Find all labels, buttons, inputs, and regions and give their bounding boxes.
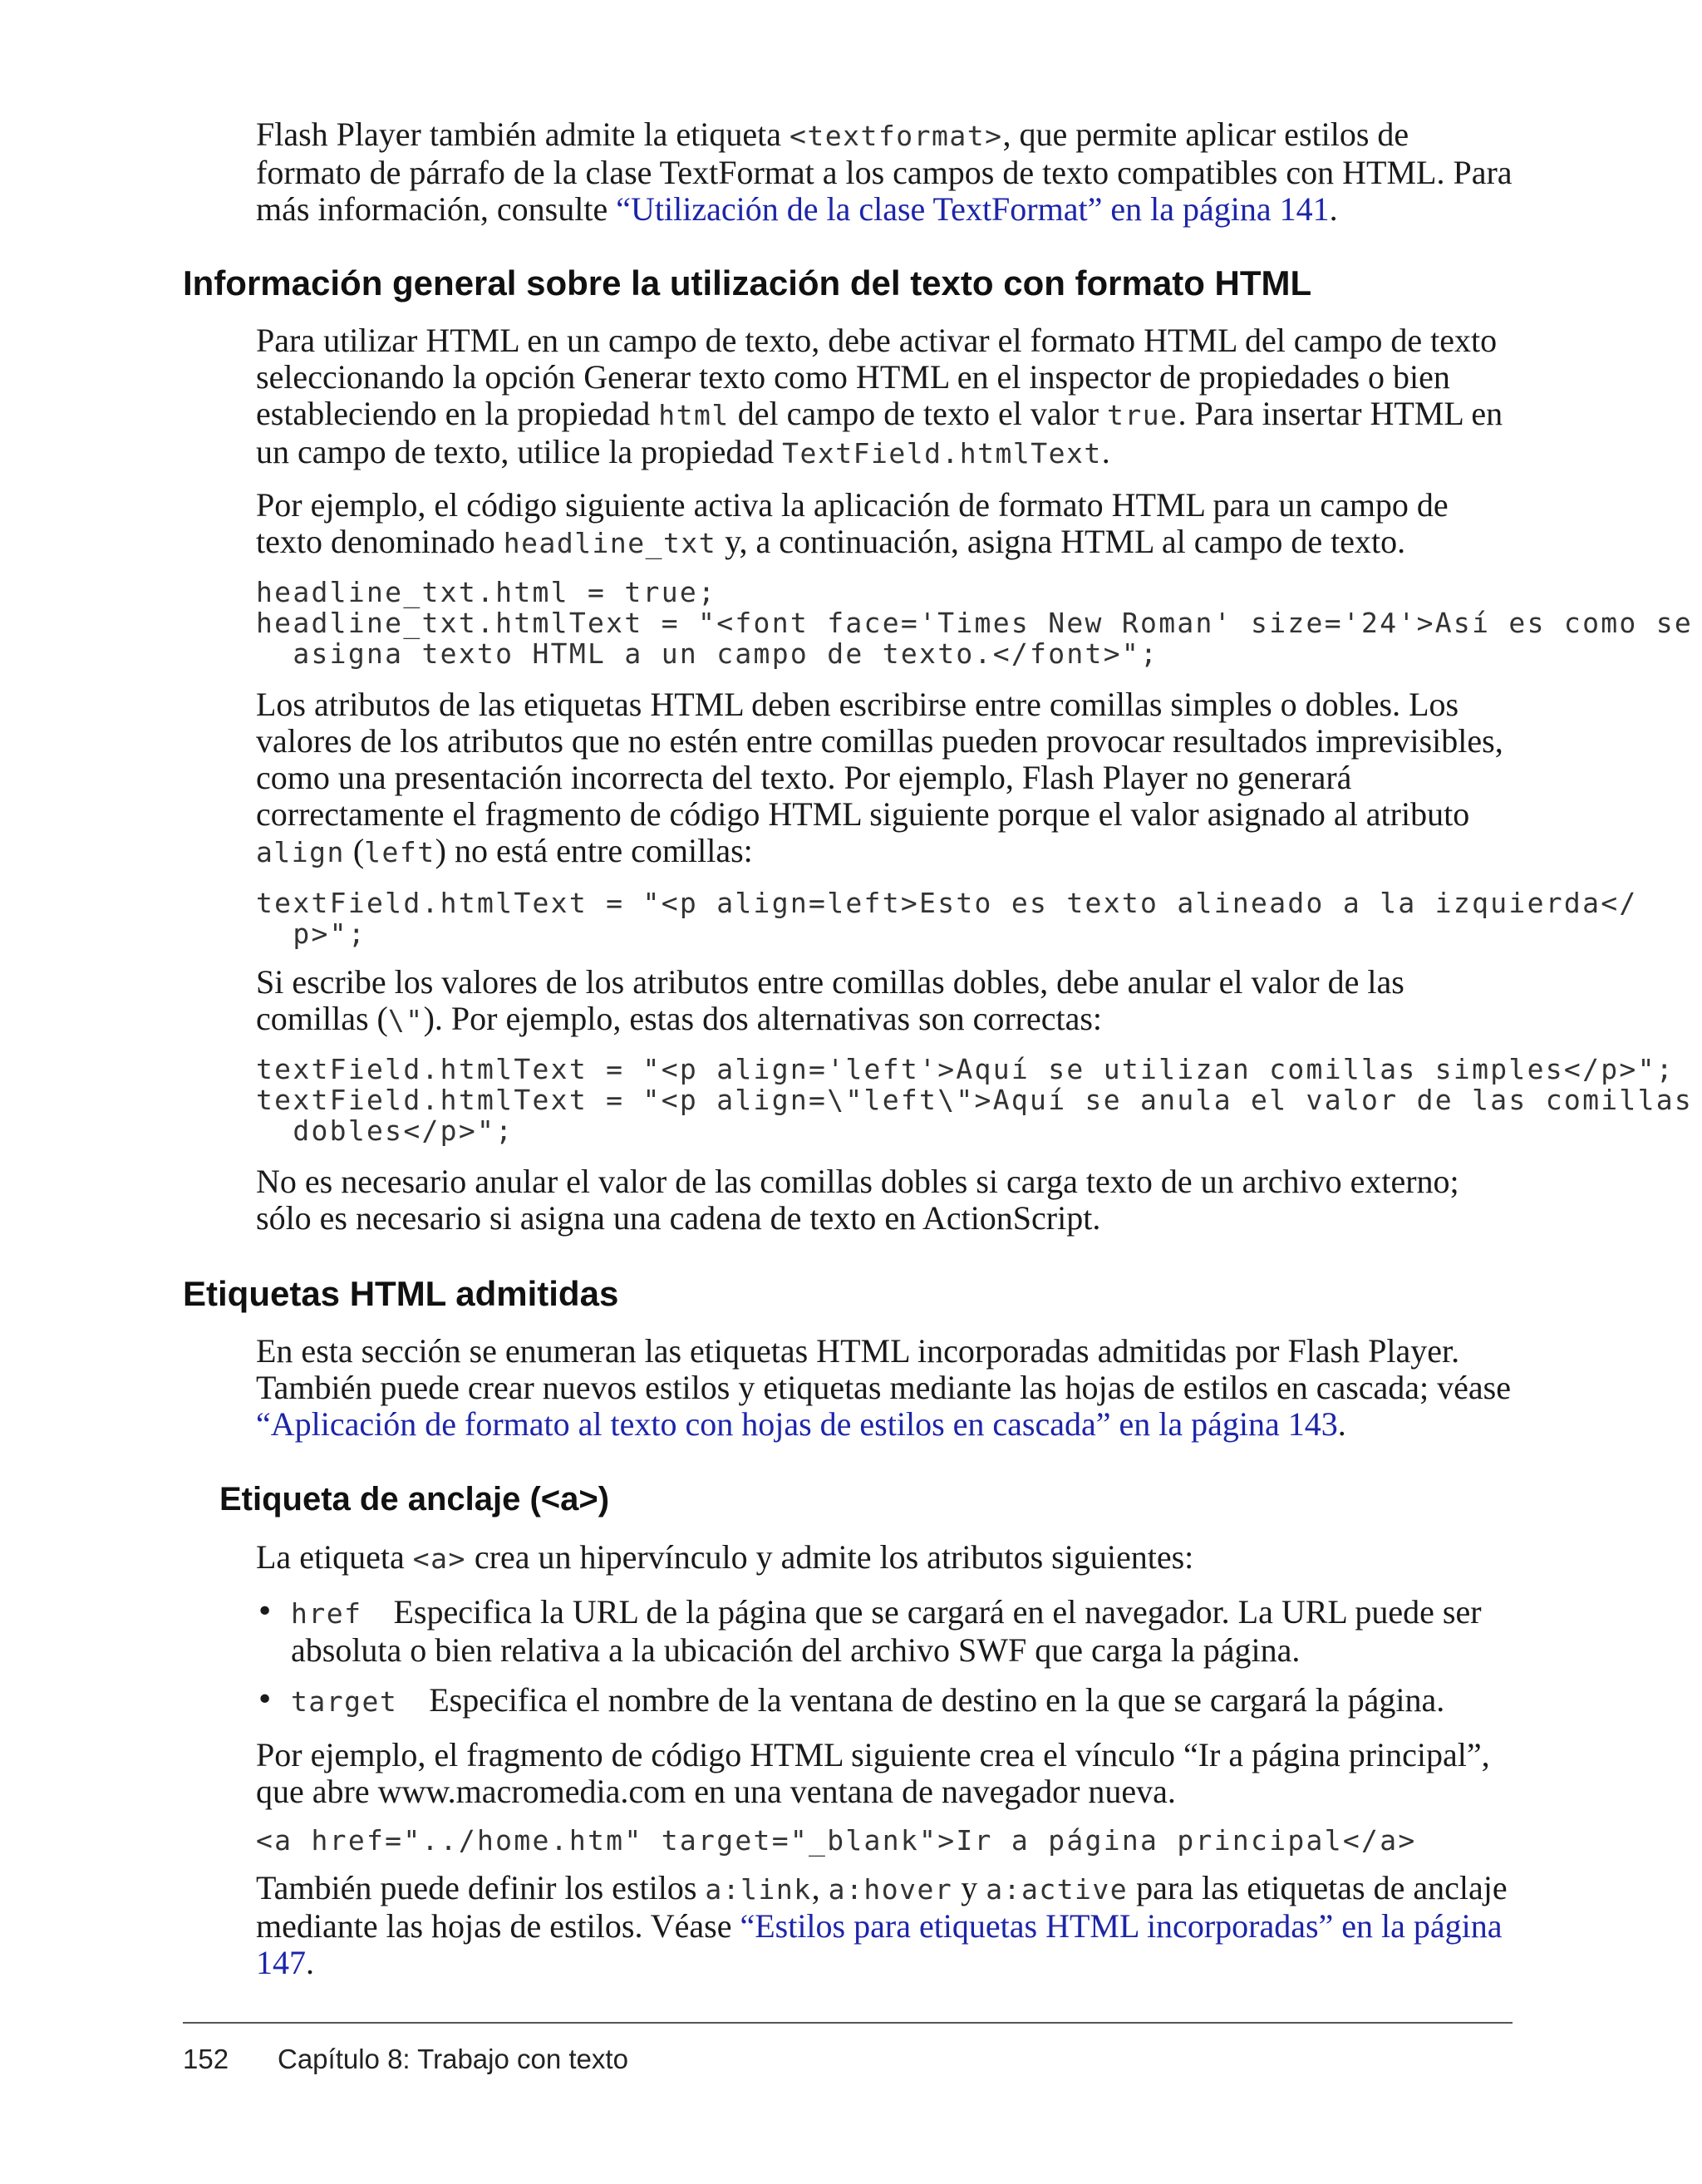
- code-inline: a:active: [986, 1873, 1129, 1906]
- text: Si escribe los valores de los atributos entre comillas dobles, debe anular el valor de las comillas (: [256, 963, 1404, 1037]
- code-inline: \": [387, 1004, 424, 1036]
- code-inline: html: [658, 399, 730, 431]
- paragraph-anchor-styles: [256, 1870, 1519, 1981]
- link-css-formatting[interactable]: “Aplicación de formato al texto con hojas de estilos en cascada” en la página 143: [256, 1405, 1338, 1443]
- text: , que permite aplicar estilos de formato de párrafo de la clase TextFormat a los campos de texto compatibles con HTML. Para más información, consulte: [256, 116, 1513, 228]
- text: (: [344, 832, 365, 869]
- page-number: 152: [183, 2044, 229, 2074]
- text: ,: [811, 1869, 829, 1906]
- code-inline: TextField.htmlText: [782, 437, 1102, 470]
- list-item-body: [291, 1682, 1519, 1720]
- code-inline: <textformat>: [790, 120, 1003, 152]
- text: Flash Player también admite la etiqueta: [256, 116, 790, 153]
- subsection-heading-anchor: Etiqueta de anclaje (<a>): [219, 1481, 610, 1517]
- text: .: [306, 1944, 314, 1981]
- text: .: [1337, 1405, 1346, 1443]
- text: del campo de texto el valor: [729, 395, 1108, 432]
- code-inline: align: [256, 836, 345, 868]
- text: En esta sección se enumeran las etiquetas HTML incorporadas admitidas por Flash Player. También puede crear nuevos estilos y etiquetas mediante las hojas de estilos en cascada; véase: [256, 1332, 1511, 1406]
- attribute-term: href: [291, 1597, 362, 1630]
- attribute-term: target: [291, 1685, 398, 1718]
- code-inline: a:link: [705, 1873, 812, 1906]
- code-inline: a:hover: [828, 1873, 953, 1906]
- list-item-target: [256, 1682, 1519, 1720]
- attribute-description: Especifica la URL de la página que se cargará en el navegador. La URL puede ser absoluta o bien relativa a la ubicación del archivo SWF que carga la página.: [291, 1593, 1482, 1669]
- paragraph-anchor-intro: [256, 1539, 1519, 1577]
- section-heading-supported-tags: Etiquetas HTML admitidas: [183, 1274, 619, 1313]
- code-inline: <a>: [412, 1542, 466, 1575]
- text: Los atributos de las etiquetas HTML deben escribirse entre comillas simples o dobles. Los valores de los atributos que no estén entre comillas pueden provocar resultados imprevisibles, como una presentación incorrecta del texto. Por ejemplo, Flash Player no generará correctamente el fragmento de código HTML siguiente porque el valor asignado al atributo: [256, 686, 1503, 833]
- code-inline: headline_txt: [503, 527, 717, 559]
- text: para las etiquetas de anclaje mediante las hojas de estilos. Véase: [256, 1869, 1508, 1945]
- paragraph-example-headline: [256, 487, 1519, 562]
- chapter-title: Capítulo 8: Trabajo con texto: [278, 2044, 628, 2074]
- text: La etiqueta: [256, 1538, 413, 1576]
- list-item-href: [256, 1594, 1519, 1669]
- paragraph-enable-html: [256, 322, 1519, 472]
- code-block-quoted: textField.htmlText = "<p align='left'>Aquí se utilizan comillas simples</p>"; textField.htmlText = "<p align=\"left\">Aquí se anula el valor de las comillas dobles</p>";: [256, 1053, 1694, 1147]
- code-block-unquoted: textField.htmlText = "<p align=left>Esto es texto alineado a la izquierda</ p>";: [256, 887, 1638, 950]
- bullet-icon: •: [256, 1595, 274, 1629]
- list-item-body: [291, 1594, 1519, 1669]
- text: ) no está entre comillas:: [435, 832, 753, 869]
- paragraph-escape-quotes: [256, 964, 1519, 1039]
- paragraph-textformat: [256, 116, 1519, 228]
- attribute-description: Especifica el nombre de la ventana de destino en la que se cargará la página.: [429, 1681, 1445, 1719]
- footer-divider: [183, 2022, 1513, 2024]
- code-block-anchor: <a href="../home.htm" target="_blank">Ir a página principal</a>: [256, 1824, 1417, 1857]
- code-inline: left: [364, 836, 435, 868]
- link-html-tag-styles[interactable]: “Estilos para etiquetas HTML incorporadas” en la página 147: [256, 1907, 1503, 1981]
- link-textformat-class[interactable]: “Utilización de la clase TextFormat” en la página 141: [616, 190, 1330, 228]
- text: Para utilizar HTML en un campo de texto, debe activar el formato HTML del campo de texto seleccionando la opción Generar texto como HTML en el inspector de propiedades o bien estableciendo en la propiedad: [256, 322, 1498, 432]
- code-inline: true: [1107, 399, 1178, 431]
- text: y: [952, 1869, 986, 1906]
- paragraph-link-example: Por ejemplo, el fragmento de código HTML siguiente crea el vínculo “Ir a página principal”, que abre www.macromedia.com en una ventana de navegador nueva.: [256, 1736, 1490, 1810]
- bullet-icon: •: [256, 1683, 274, 1717]
- paragraph-attribute-quotes: [256, 686, 1519, 871]
- paragraph-external-file: No es necesario anular el valor de las comillas dobles si carga texto de un archivo externo; sólo es necesario si asigna una cadena de texto en ActionScript.: [256, 1163, 1459, 1237]
- section-heading-general: Información general sobre la utilización del texto con formato HTML: [183, 263, 1312, 303]
- text: .: [1101, 433, 1110, 470]
- text: . Para insertar HTML en un campo de texto, utilice la propiedad: [256, 395, 1503, 470]
- text: crea un hipervínculo y admite los atributos siguientes:: [465, 1538, 1194, 1576]
- code-block-headline: headline_txt.html = true; headline_txt.htmlText = "<font face='Times New Roman' size='24'>Así es como se asigna texto HTML a un campo de texto.</font>";: [256, 576, 1694, 670]
- text: ). Por ejemplo, estas dos alternativas son correctas:: [423, 1000, 1103, 1037]
- text: Por ejemplo, el código siguiente activa la aplicación de formato HTML para un campo de texto denominado: [256, 486, 1449, 560]
- text: También puede definir los estilos: [256, 1869, 706, 1906]
- text: y, a continuación, asigna HTML al campo de texto.: [716, 523, 1406, 560]
- paragraph-supported-tags: [256, 1333, 1519, 1443]
- text: .: [1329, 190, 1338, 228]
